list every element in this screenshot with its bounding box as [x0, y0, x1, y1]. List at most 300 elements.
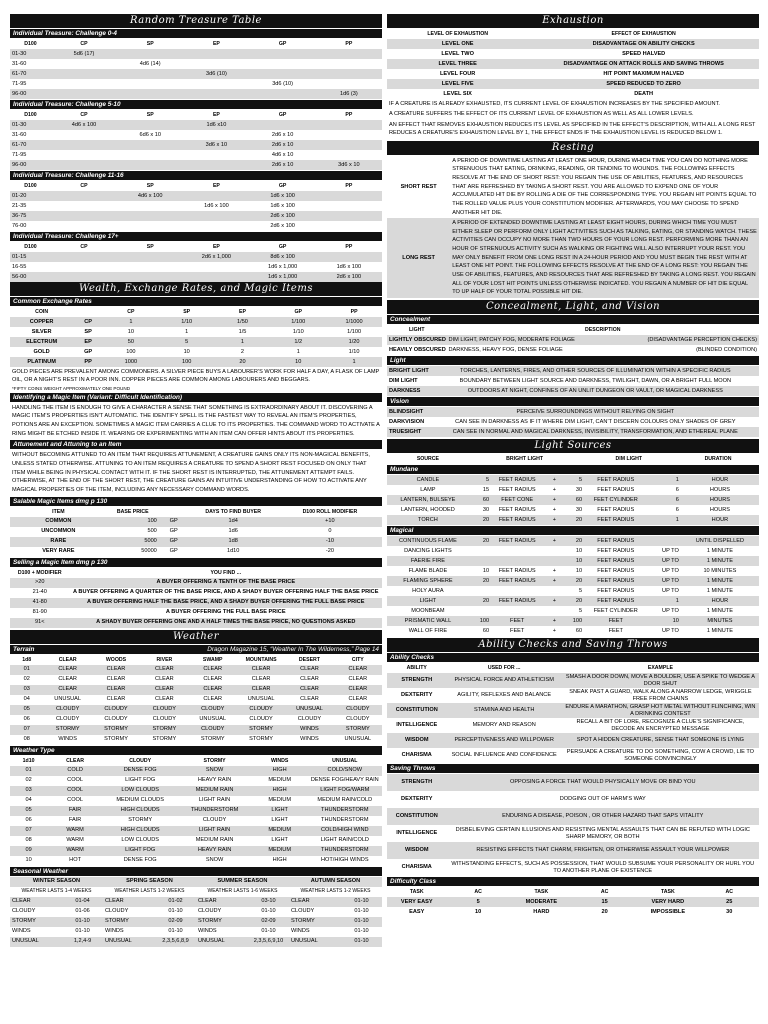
- table-row: [10, 49, 382, 59]
- table-cell: CANDLE: [387, 475, 469, 485]
- table-cell: 100: [126, 348, 136, 355]
- table-cell: FEET RADIUS: [584, 536, 647, 546]
- table-cell: CLEAR: [300, 676, 319, 683]
- table-row: [387, 376, 759, 386]
- table-cell: [316, 140, 382, 150]
- table-cell: FEET: [584, 616, 647, 626]
- table-cell: INTELLIGENCE: [396, 722, 438, 729]
- table-cell: 1d6 (3): [316, 89, 382, 99]
- terrain-source: Dragon Magazine 15, “Weather In The Wilderness,” Page 14: [207, 645, 379, 653]
- table-cell: 1 MINUTE: [706, 547, 733, 554]
- column-header: 1d8: [22, 656, 32, 663]
- table-cell: CLOUDY: [197, 908, 222, 915]
- table-row: [387, 79, 759, 89]
- table-row: [387, 59, 759, 69]
- table-cell: [117, 252, 183, 262]
- column-header: CLEAR: [66, 757, 85, 764]
- table-cell: HIGH CLOUDS: [103, 806, 177, 816]
- table-cell: MEDIUM: [268, 777, 291, 784]
- table-cell: LEVEL FIVE: [387, 79, 528, 89]
- table-cell: 1d6 x 100: [250, 191, 316, 201]
- table-cell: 03: [10, 685, 43, 695]
- light-header: Light: [387, 356, 759, 365]
- table-cell: 3d6 (10): [183, 69, 249, 79]
- exhaustion-note: IF A CREATURE IS ALREADY EXHAUSTED, ITS CURRENT LEVEL OF EXHAUSTION INCREASES BY THE SPECIFIED AMOUNT.: [389, 101, 720, 107]
- table-cell: 1d6 x 100: [204, 202, 229, 209]
- table-cell: 1d6 x 1,000: [250, 272, 316, 282]
- table-cell: 2d6 x 100: [316, 272, 382, 282]
- column-header: BRIGHT LIGHT: [506, 456, 544, 462]
- table-cell: 01-10: [354, 908, 369, 915]
- table-row: [387, 49, 759, 59]
- table-cell: UNUSUAL: [103, 937, 155, 947]
- table-row: [10, 191, 382, 201]
- column-header: DESCRIPTION: [585, 327, 621, 333]
- table-cell: FAERIE FIRE: [387, 556, 469, 566]
- table-cell: CLEAR: [92, 685, 140, 695]
- table-row: [10, 537, 382, 547]
- table-cell: 1/20: [326, 337, 382, 347]
- table-cell: CLEAR: [155, 696, 174, 703]
- table-cell: 21-40: [32, 589, 47, 596]
- table-cell: CLEAR: [43, 665, 91, 675]
- table-cell: [117, 201, 183, 211]
- table-cell: [51, 79, 117, 89]
- table-cell: [316, 211, 382, 221]
- table-cell: UNUSUAL: [10, 937, 62, 947]
- table-cell: [183, 89, 249, 99]
- table-cell: 41-80: [10, 598, 70, 608]
- table-row: [387, 718, 759, 733]
- table-cell: STORMY: [152, 736, 177, 743]
- table-cell: [183, 49, 249, 59]
- column-header: TASK: [534, 889, 549, 895]
- table-row: [10, 150, 382, 160]
- table-cell: 02-09: [155, 917, 196, 927]
- table-cell: HOT/HIGH WINDS: [321, 857, 369, 864]
- table-cell: 02: [25, 777, 32, 784]
- table-cell: 01-10: [261, 908, 276, 915]
- table-cell: STORMY: [289, 917, 341, 927]
- table-cell: 1d8: [189, 537, 278, 547]
- table-row: [10, 715, 382, 725]
- table-cell: FLAMING SPHERE: [387, 576, 469, 586]
- column-header: BASE PRICE: [116, 508, 149, 515]
- table-cell: 01-20: [10, 191, 51, 201]
- table-cell: 01-10: [341, 937, 382, 947]
- table-row: [10, 675, 382, 685]
- column-header: 1d10: [22, 757, 35, 764]
- table-cell: 1: [647, 515, 680, 525]
- table-cell: UNUSUAL: [247, 696, 275, 703]
- table-row: [10, 685, 382, 695]
- table-cell: 30: [482, 506, 490, 513]
- table-cell: CLEAR: [237, 685, 285, 695]
- table-row: [10, 705, 382, 715]
- column-header: WOODS: [105, 656, 127, 663]
- table-cell: [117, 49, 183, 59]
- table-cell: 1 MINUTE: [681, 556, 759, 566]
- column-header: PP: [345, 182, 353, 189]
- table-cell: [51, 59, 117, 69]
- table-cell: 5: [566, 475, 585, 485]
- table-cell: 08: [25, 837, 32, 844]
- table-cell: [183, 79, 249, 89]
- table-row: [10, 806, 382, 816]
- table-cell: LEVEL TWO: [441, 50, 474, 57]
- table-cell: 01-10: [75, 928, 90, 935]
- treasure-section-header: Individual Treasure: Challenge 11-16: [10, 171, 382, 180]
- table-row: [387, 791, 759, 808]
- column-header: GP: [278, 182, 287, 189]
- table-row: [10, 527, 382, 537]
- table-row: [387, 907, 759, 917]
- table-cell: CAN SEE IN DARKNESS AS IF IT WHERE DIM LIGHT, CAN’T DISCERN COLOURS ONLY SHADES OF GREY: [455, 418, 736, 425]
- table-cell: CLOUDY: [297, 716, 322, 723]
- column-header: D100 ROLL MODIFIER: [302, 508, 358, 515]
- table-cell: 01-10: [341, 917, 382, 927]
- table-cell: PERSUADE A CREATURE TO DO SOMETHING, COW A CROWD, LIE TO SOMEONE CONVINCINGLY: [566, 748, 755, 762]
- table-cell: 15: [482, 486, 490, 493]
- table-cell: 10: [475, 908, 482, 915]
- table-cell: CHARISMA: [401, 864, 432, 871]
- column-header: [73, 307, 103, 317]
- seasonal-header: Seasonal Weather: [10, 867, 382, 876]
- column-header: EP: [212, 40, 220, 47]
- table-cell: UP TO: [647, 576, 680, 586]
- table-row: [10, 796, 382, 806]
- table-cell: FEET RADIUS: [597, 567, 635, 574]
- table-cell: 6: [675, 506, 679, 513]
- table-row: [387, 616, 759, 626]
- table-cell: [183, 262, 249, 272]
- table-row: [10, 608, 382, 618]
- table-cell: 10: [566, 556, 585, 566]
- table-cell: 2d6 x 10: [250, 140, 316, 150]
- season-name: AUTUMN SEASON: [289, 877, 382, 887]
- table-cell: 6: [647, 495, 680, 505]
- table-cell: LIGHT FOG/WARM: [308, 786, 382, 796]
- vision-table: [387, 407, 759, 437]
- column-header: YOU FIND ...: [210, 569, 242, 576]
- table-cell: 1: [103, 317, 159, 327]
- table-cell: [543, 606, 565, 616]
- season-name: SUMMER SEASON: [196, 877, 289, 887]
- difficulty-table: [387, 887, 759, 917]
- table-row: [387, 89, 759, 99]
- table-cell: GP: [159, 517, 189, 527]
- table-cell: 01-10: [341, 897, 382, 907]
- table-cell: 20: [469, 596, 491, 606]
- column-header: TASK: [660, 889, 675, 895]
- table-cell: 30: [575, 506, 583, 513]
- table-row: [10, 272, 382, 282]
- table-row: [387, 536, 759, 546]
- table-cell: [250, 59, 316, 69]
- table-cell: [117, 262, 183, 272]
- table-row: [387, 39, 759, 49]
- table-cell: CLEAR: [10, 897, 62, 907]
- table-cell: 07: [10, 725, 43, 735]
- table-cell: UP TO: [662, 627, 679, 634]
- table-cell: FEET CYLINDER: [584, 495, 647, 505]
- table-row: [10, 695, 382, 705]
- column-header: EP: [239, 308, 246, 315]
- column-header: DURATION: [704, 456, 732, 462]
- table-cell: 04: [25, 797, 32, 804]
- treasure-table: [10, 242, 382, 282]
- column-header: COIN: [35, 308, 49, 315]
- table-cell: SNEAK PAST A GUARD, WALK ALONG A NARROW LEDGE, WRIGGLE FREE FROM CHAINS: [569, 688, 752, 702]
- table-cell: [316, 252, 382, 262]
- table-cell: INTELLIGENCE: [396, 830, 438, 837]
- table-cell: VERY EASY: [387, 897, 447, 907]
- table-cell: [250, 69, 316, 79]
- table-cell: WISDOM: [387, 842, 447, 859]
- table-cell: STORMY: [92, 725, 140, 735]
- table-cell: 03: [10, 786, 47, 796]
- table-cell: AGILITY, REFLEXES AND BALANCE: [457, 692, 552, 699]
- table-row: [387, 505, 759, 515]
- table-row: [387, 407, 759, 417]
- left-column: [10, 14, 382, 947]
- table-cell: 20: [566, 536, 585, 546]
- table-cell: [117, 211, 183, 221]
- table-cell: LEVEL ONE: [387, 39, 528, 49]
- table-cell: [316, 150, 382, 160]
- selling-header: Selling a Magic Item dmg p 130: [10, 558, 382, 567]
- table-cell: COOL: [47, 786, 103, 796]
- table-cell: [51, 272, 117, 282]
- table-row: [10, 917, 382, 927]
- table-cell: FAIR: [68, 817, 82, 824]
- table-cell: [250, 49, 316, 59]
- table-cell: [316, 49, 382, 59]
- table-cell: 2,3,5,6,8,9: [155, 937, 196, 947]
- table-cell: A BUYER OFFERING A QUARTER OF THE BASE PRICE, AND A SHADY BUYER OFFERING HALF THE BASE PRICE: [73, 589, 379, 596]
- table-cell: CONTINUOUS FLAME: [387, 536, 469, 546]
- table-cell: [316, 191, 382, 201]
- column-header: CP: [127, 308, 135, 315]
- table-cell: FEET RADIUS: [498, 506, 536, 513]
- table-cell: DENSE FOG/HEAVY RAIN: [310, 777, 379, 784]
- table-cell: UNTIL DISPELLED: [681, 536, 759, 546]
- table-row: [387, 485, 759, 495]
- table-cell: CP: [73, 317, 103, 327]
- table-cell: 1d6 x10: [183, 120, 249, 130]
- table-cell: +: [552, 506, 557, 513]
- column-header: MOUNTAINS: [245, 656, 277, 663]
- long-rest-row: [387, 218, 759, 298]
- table-cell: EP: [73, 337, 103, 347]
- table-cell: HOLY AURA: [412, 587, 444, 594]
- column-header: GP: [294, 308, 303, 315]
- table-cell: 1,2,4-9: [62, 937, 103, 947]
- table-cell: [469, 606, 491, 616]
- table-cell: 03-10: [248, 897, 289, 907]
- table-cell: RECALL A BIT OF LORE, RECOGNIZE A CLUE’S SIGNIFICANCE, DECODE AN ENCRYPTED MESSAGE: [576, 718, 745, 732]
- table-cell: [117, 79, 183, 89]
- column-header: D100 + MODIFIER: [17, 569, 62, 576]
- mundane-header: Mundane: [387, 465, 759, 474]
- season-lasts: WEATHER LASTS 1-4 WEEKS: [21, 887, 92, 894]
- column-header: CLEAR: [58, 656, 77, 663]
- table-cell: SP: [84, 328, 92, 335]
- table-row: [10, 160, 382, 170]
- table-cell: FEET RADIUS: [597, 486, 635, 493]
- table-cell: >20: [10, 578, 70, 588]
- table-cell: 10: [647, 616, 680, 626]
- concealment-description: DARKNESS, HEAVY FOG, DENSE FOLIAGE: [448, 346, 563, 353]
- weather-type-header: Weather Type: [10, 746, 382, 755]
- table-cell: WINDS: [290, 928, 310, 935]
- table-cell: HIGH: [252, 766, 308, 776]
- exhaustion-table: [387, 29, 759, 99]
- table-cell: THUNDERSTORM: [177, 806, 251, 816]
- column-header: STORMY: [203, 757, 226, 764]
- table-cell: SOCIAL INFLUENCE AND CONFIDENCE: [451, 752, 557, 759]
- table-row: [10, 120, 382, 130]
- table-cell: HIT POINT MAXIMUM HALVED: [603, 70, 685, 77]
- table-cell: CLEAR: [189, 665, 237, 675]
- table-cell: UNUSUAL: [285, 705, 333, 715]
- table-cell: 20: [469, 576, 491, 586]
- exchange-rates-header: Common Exchange Rates: [10, 297, 382, 306]
- table-cell: LEVEL SIX: [443, 90, 472, 97]
- column-header: SP: [183, 308, 191, 315]
- table-row: [10, 578, 382, 588]
- table-cell: CLOUDY: [140, 705, 188, 715]
- table-cell: [183, 221, 249, 231]
- table-row: [10, 937, 382, 947]
- table-cell: +: [543, 475, 565, 485]
- column-header: GP: [278, 243, 287, 250]
- table-cell: TORCHES, LANTERNS, FIRES, AND OTHER SOURCES OF ILLUMINATION WITHIN A SPECIFIC RADIUS: [432, 366, 759, 376]
- table-cell: DISBELIEVING CERTAIN ILLUSIONS AND RESISTING MENTAL ASSAULTS THAT CAN BE REFUTED WITH LOGIC SHARP MEMORY, OR BOTH: [455, 826, 750, 840]
- table-cell: COOL: [67, 777, 84, 784]
- column-header: SOURCE: [416, 456, 440, 462]
- table-cell: CHARISMA: [401, 752, 432, 759]
- identify-text: HANDLING THE ITEM IS ENOUGH TO GIVE A CHARACTER A SENSE THAT SOMETHING IS EXTRAORDINARY ABOUT IT. DISCOVERING A MAGIC ITEM’S PROPERTIES ISN’T AUTOMATIC. THE IDENTIFY SPELL IS THE FASTEST WAY TO REVEAL AN ITEM’S PROPERTIES, POTIONS ARE AN EXCEPTION. SOMETIMES A MAGIC ITEM CARRIES A CLUE TO ITS PROPERTIES. THE COMMAND WORD TO ACTIVATE A RING MIGHT BE ETCHED INSIDE IT. WEARING OR EXPERIMENTING WITH AN ITEM CAN OFFER HINTS ABOUT ITS PROPERTIES.: [12, 404, 380, 437]
- resting-table: [387, 156, 759, 299]
- table-cell: CLOUDY: [334, 705, 382, 715]
- table-cell: CLEAR: [106, 696, 126, 703]
- season-lasts: WEATHER LASTS 1-2 WEEKS: [114, 887, 185, 894]
- column-header: SP: [146, 243, 154, 250]
- wealth-banner: Wealth, Exchange Rates, and Magic Items: [10, 282, 382, 296]
- table-row: [10, 337, 382, 347]
- table-cell: 1d6 x 1,000: [267, 263, 298, 270]
- table-row: [387, 606, 759, 616]
- table-cell: STORMY: [334, 725, 382, 735]
- table-cell: +: [552, 567, 557, 574]
- table-cell: 10 MINUTES: [703, 567, 737, 574]
- table-cell: 31-60: [12, 131, 27, 138]
- table-cell: [117, 89, 183, 99]
- table-cell: CLOUDY: [152, 716, 177, 723]
- table-row: [387, 586, 759, 596]
- table-cell: [491, 556, 543, 566]
- table-cell: 1 MINUTE: [706, 587, 733, 594]
- table-cell: MEMORY AND REASON: [472, 722, 536, 729]
- table-row: [387, 626, 759, 636]
- table-cell: CLEAR: [289, 897, 341, 907]
- column-header: LEVEL OF EXHAUSTION: [427, 30, 489, 37]
- table-cell: ELECTRUM: [10, 337, 73, 347]
- table-cell: CLEAR: [140, 665, 188, 675]
- column-header: AC: [474, 889, 482, 895]
- table-cell: +: [543, 515, 565, 525]
- table-row: [387, 556, 759, 566]
- table-cell: 1: [647, 596, 680, 606]
- table-cell: +10: [278, 517, 382, 527]
- table-cell: 3d6 x 10: [316, 160, 382, 170]
- table-cell: 01-10: [168, 908, 183, 915]
- table-cell: GP: [159, 537, 189, 547]
- terrain-header: [10, 645, 382, 654]
- table-row: [10, 665, 382, 675]
- table-row: [387, 515, 759, 525]
- table-cell: [491, 606, 543, 616]
- column-header: SP: [146, 111, 154, 118]
- table-cell: 2d6 x 1,000: [183, 252, 249, 262]
- table-cell: LOW CLOUDS: [121, 837, 159, 844]
- table-cell: LEVEL THREE: [387, 59, 528, 69]
- column-header: EP: [212, 111, 220, 118]
- table-cell: FEET RADIUS: [584, 596, 647, 606]
- table-row: [387, 475, 759, 485]
- table-cell: [316, 120, 382, 130]
- table-cell: HOUR: [681, 475, 759, 485]
- table-row: [10, 69, 382, 79]
- table-cell: WINDS: [197, 928, 217, 935]
- table-cell: FEET RADIUS: [597, 506, 635, 513]
- table-cell: DARKNESS: [387, 386, 432, 396]
- concealment-header: Concealment: [387, 315, 759, 324]
- table-cell: 06: [25, 817, 32, 824]
- table-cell: [316, 130, 382, 140]
- concealment-effect: (BLINDED CONDITION): [696, 346, 757, 353]
- table-cell: [543, 546, 565, 556]
- table-cell: [51, 150, 117, 160]
- salable-table: [10, 507, 382, 557]
- column-header: CLOUDY: [129, 757, 152, 764]
- table-cell: LIGHT: [252, 806, 308, 816]
- table-cell: STRENGTH: [387, 673, 447, 688]
- table-cell: 01: [10, 665, 43, 675]
- table-cell: SPEED HALVED: [622, 50, 666, 57]
- exchange-rates-table: [10, 307, 382, 367]
- table-cell: CLEAR: [92, 665, 140, 675]
- table-cell: 71-95: [12, 80, 27, 87]
- terrain-table: [10, 655, 382, 745]
- table-cell: 1/100: [270, 317, 326, 327]
- table-cell: 01-10: [62, 917, 103, 927]
- table-cell: WINDS: [285, 725, 333, 735]
- table-cell: FEET RADIUS: [491, 515, 543, 525]
- ability-checks-header: Ability Checks: [387, 653, 759, 662]
- table-row: [10, 327, 382, 337]
- table-row: [387, 576, 759, 586]
- table-cell: THUNDERSTORM: [308, 846, 382, 856]
- seasonal-table: [10, 877, 382, 947]
- season-lasts: WEATHER LASTS 1-6 WEEKS: [207, 887, 278, 894]
- table-cell: [117, 140, 183, 150]
- table-cell: CLOUDY: [43, 705, 91, 715]
- table-cell: HOURS: [709, 486, 731, 493]
- table-row: [10, 907, 382, 917]
- table-row: [10, 201, 382, 211]
